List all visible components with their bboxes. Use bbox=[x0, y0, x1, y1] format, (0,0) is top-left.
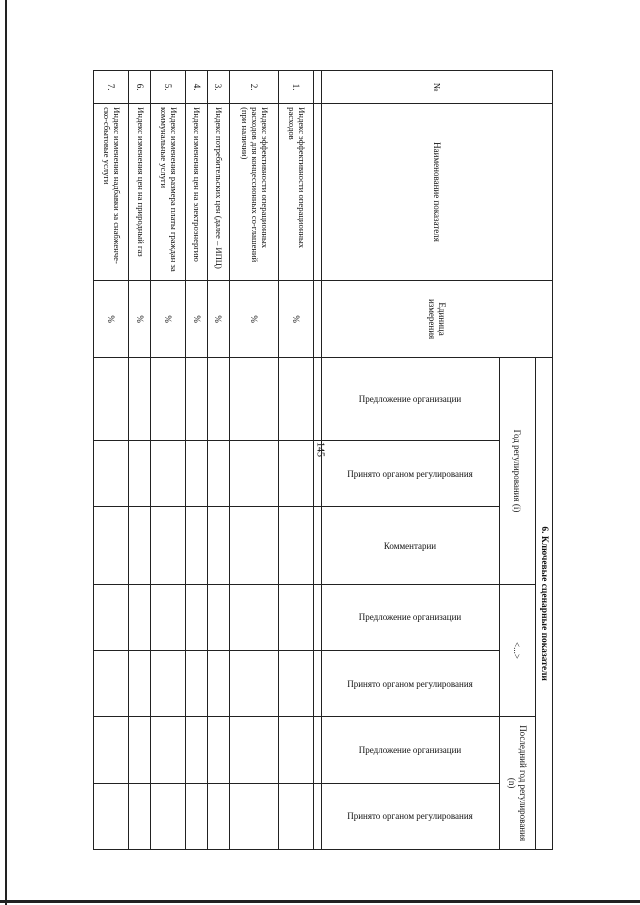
header-comments-label: Комментарии bbox=[384, 540, 437, 551]
value-cell bbox=[229, 441, 278, 507]
table-row bbox=[151, 71, 186, 850]
value-cell bbox=[186, 717, 208, 783]
row-unit: % bbox=[207, 280, 229, 357]
header-accepted-n bbox=[322, 783, 500, 849]
spacer-cell bbox=[314, 717, 322, 783]
header-comments bbox=[322, 507, 500, 584]
value-cell bbox=[207, 358, 229, 441]
value-cell bbox=[94, 507, 129, 584]
header-accepted-mid-label: Принято органом регулирования bbox=[347, 678, 474, 689]
header-unit: Единица измерения bbox=[322, 280, 553, 357]
value-cell bbox=[186, 441, 208, 507]
header-year-n: Последний год регулирования (n) bbox=[499, 717, 535, 850]
value-cell bbox=[278, 584, 313, 650]
value-cell bbox=[278, 441, 313, 507]
table-title: 6. Ключевые сценарные показатели bbox=[536, 358, 553, 850]
value-cell bbox=[129, 358, 151, 441]
spacer-cell bbox=[314, 71, 322, 104]
value-cell bbox=[94, 358, 129, 441]
value-cell bbox=[94, 584, 129, 650]
header-proposal-i bbox=[322, 358, 500, 441]
value-cell bbox=[186, 507, 208, 584]
table-row bbox=[94, 71, 129, 850]
value-cell bbox=[207, 507, 229, 584]
header-accepted-n-label: Принято органом регулирования bbox=[347, 811, 474, 822]
header-accepted-mid bbox=[322, 651, 500, 717]
value-cell bbox=[151, 783, 186, 849]
page-number: 145 bbox=[314, 442, 326, 457]
row-unit: % bbox=[94, 280, 129, 357]
row-number: 7. bbox=[94, 71, 129, 104]
table-row bbox=[229, 71, 278, 850]
spacer-cell bbox=[314, 584, 322, 650]
value-cell bbox=[129, 783, 151, 849]
spacer-cell bbox=[314, 441, 322, 507]
rotated-table-wrapper bbox=[93, 70, 553, 850]
value-cell bbox=[229, 584, 278, 650]
header-proposal-n bbox=[322, 717, 500, 783]
header-name: Наименование показателя bbox=[322, 104, 553, 281]
value-cell bbox=[94, 441, 129, 507]
value-cell bbox=[207, 651, 229, 717]
row-unit: % bbox=[151, 280, 186, 357]
value-cell bbox=[94, 651, 129, 717]
row-name: Индекс изменения цен на электроэнергию bbox=[186, 104, 208, 281]
value-cell bbox=[229, 651, 278, 717]
row-name: Индекс изменения надбавки за снабженче-ско-сбытовые услуги bbox=[94, 104, 129, 281]
spacer-cell bbox=[314, 783, 322, 849]
value-cell bbox=[129, 717, 151, 783]
row-number: 6. bbox=[129, 71, 151, 104]
scan-edge-bottom bbox=[0, 900, 640, 903]
row-number: 4. bbox=[186, 71, 208, 104]
value-cell bbox=[129, 507, 151, 584]
row-number: 1. bbox=[278, 71, 313, 104]
value-cell bbox=[207, 717, 229, 783]
scenario-indicators-sheet bbox=[93, 70, 553, 850]
value-cell bbox=[151, 358, 186, 441]
value-cell bbox=[278, 507, 313, 584]
table-row bbox=[207, 71, 229, 850]
row-number: 5. bbox=[151, 71, 186, 104]
value-cell bbox=[186, 651, 208, 717]
value-cell bbox=[94, 717, 129, 783]
value-cell bbox=[129, 651, 151, 717]
value-cell bbox=[229, 717, 278, 783]
header-proposal-mid bbox=[322, 584, 500, 650]
row-unit: % bbox=[278, 280, 313, 357]
row-number: 2. bbox=[229, 71, 278, 104]
value-cell bbox=[278, 358, 313, 441]
header-number: № bbox=[322, 71, 553, 104]
spacer-cell bbox=[314, 358, 322, 441]
value-cell bbox=[229, 358, 278, 441]
table-row bbox=[129, 71, 151, 850]
table-row bbox=[186, 71, 208, 850]
value-cell bbox=[278, 717, 313, 783]
value-cell bbox=[151, 651, 186, 717]
scenario-indicators-table bbox=[93, 70, 553, 850]
header-proposal-n-label: Предложение организации bbox=[359, 744, 462, 755]
header-proposal-mid-label: Предложение организации bbox=[359, 612, 462, 623]
spacer-cell bbox=[314, 651, 322, 717]
row-name: Индекс эффективности операционных расходов для концессионных со-глашений (при наличии) bbox=[229, 104, 278, 281]
table-header-row-1 bbox=[536, 71, 553, 850]
header-year-i: Год регулирования (i) bbox=[499, 358, 535, 584]
table-row bbox=[278, 71, 313, 850]
row-number: 3. bbox=[207, 71, 229, 104]
value-cell bbox=[207, 441, 229, 507]
spacer-cell bbox=[314, 507, 322, 584]
value-cell bbox=[278, 783, 313, 849]
value-cell bbox=[129, 584, 151, 650]
spacer-cell bbox=[314, 104, 322, 281]
header-proposal-i-label: Предложение организации bbox=[359, 394, 462, 404]
row-name: Индекс изменения размера платы граждан за коммунальные услуги bbox=[151, 104, 186, 281]
header-accepted-i bbox=[322, 441, 500, 507]
value-cell bbox=[207, 783, 229, 849]
scan-edge-left bbox=[5, 0, 7, 905]
row-unit: % bbox=[129, 280, 151, 357]
row-name: Индекс изменения цен на природный газ bbox=[129, 104, 151, 281]
value-cell bbox=[151, 717, 186, 783]
value-cell bbox=[129, 441, 151, 507]
spacer-cell bbox=[314, 280, 322, 357]
value-cell bbox=[186, 584, 208, 650]
table-column-numbers-row bbox=[314, 71, 322, 850]
value-cell bbox=[94, 783, 129, 849]
value-cell bbox=[278, 651, 313, 717]
value-cell bbox=[151, 441, 186, 507]
row-name: Индекс потребительских цен (далее – ИПЦ) bbox=[207, 104, 229, 281]
value-cell bbox=[186, 783, 208, 849]
header-ellipsis: <...> bbox=[499, 584, 535, 717]
value-cell bbox=[207, 584, 229, 650]
row-unit: % bbox=[186, 280, 208, 357]
row-name: Индекс эффективности операционных расходов bbox=[278, 104, 313, 281]
header-accepted-i-label: Принято органом регулирования bbox=[347, 468, 474, 479]
value-cell bbox=[186, 358, 208, 441]
row-unit: % bbox=[229, 280, 278, 357]
value-cell bbox=[229, 507, 278, 584]
value-cell bbox=[151, 584, 186, 650]
value-cell bbox=[229, 783, 278, 849]
value-cell bbox=[151, 507, 186, 584]
